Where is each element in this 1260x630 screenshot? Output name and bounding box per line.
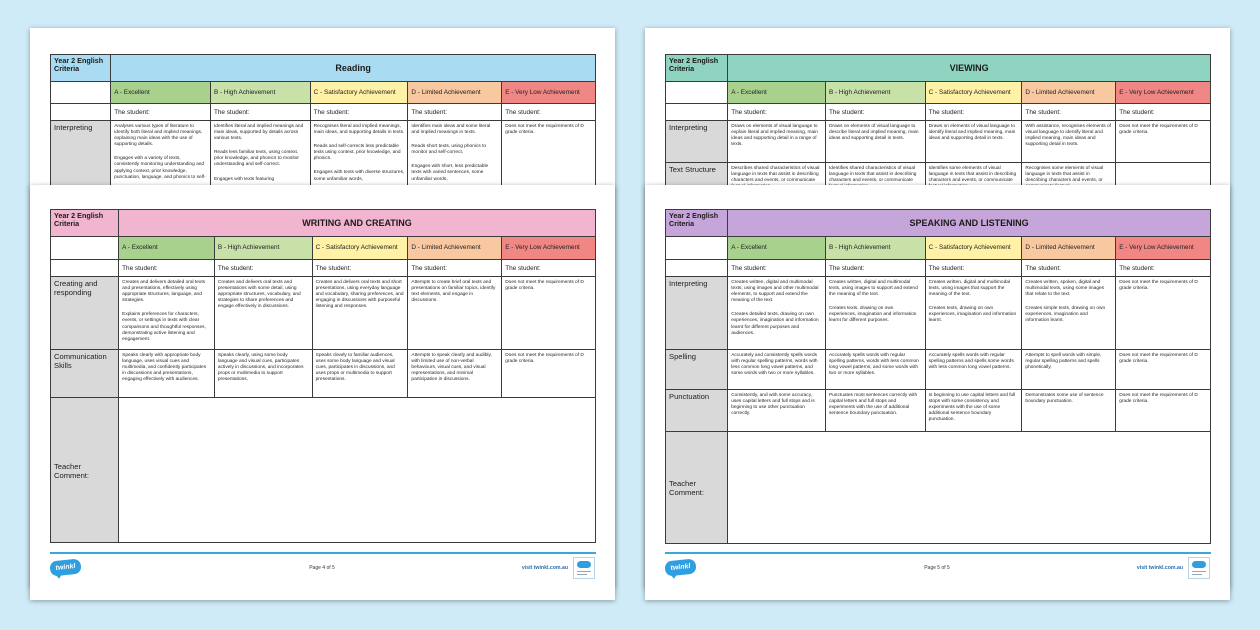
descriptor-text: Creates written, digital and multimodal texts, using images to support and extend the meaning of the text. [828, 280, 918, 298]
descriptor-cell-b [215, 350, 312, 397]
student-label: The student: [926, 104, 1022, 120]
descriptor-cell-e [1116, 121, 1210, 162]
descriptor-text: Creates written, digital and multimodal texts, using images and other multimodal elements, to support and extend the meaning of the text. [731, 280, 819, 304]
grade-heading-a [111, 82, 210, 103]
descriptor-cell-a [728, 277, 825, 349]
descriptor-text: Accurately spells words with regular spelling patterns, words with less common long vowel patterns, and some words with two or more syllables. [828, 353, 919, 377]
descriptor-cell-a [728, 350, 825, 389]
descriptor-text: Does not meet the requirements of D grade criteria. [1119, 393, 1198, 405]
badge-line [577, 574, 587, 575]
twinkl-logo-text: twinkl [670, 562, 691, 573]
descriptor-text: Accurately and consistently spells words with regular spelling patterns, words with less common long vowel patterns, and some words with two or more syllables. [731, 353, 818, 377]
descriptor-cell-b [826, 277, 925, 349]
rubric-title: Reading [111, 55, 595, 81]
grade-heading-label: D - Limited Achievement [1025, 244, 1095, 252]
student-label: The student: [408, 104, 501, 120]
criteria-label: Year 2 English Criteria [51, 210, 118, 236]
descriptor-cell-b [826, 121, 925, 162]
descriptor-cell-c [313, 350, 408, 397]
grade-heading-label: D - Limited Achievement [411, 88, 481, 96]
grade-heading-b [826, 82, 925, 103]
badge-bubble-shape [577, 561, 591, 568]
descriptor-text: Speaks clearly with appropriate body language, uses visual cues and multimedia, and confidently participates in discussions and presentations, engaging effectively with audiences. [122, 353, 207, 383]
grade-heading-c [926, 237, 1022, 259]
student-label: The student: [926, 260, 1022, 276]
descriptor-cell-d [1022, 390, 1115, 431]
student-label: The student: [1022, 260, 1115, 276]
grade-heading-label: A - Excellent [731, 88, 767, 96]
rubric-table [665, 209, 1211, 544]
student-label: The student: [1116, 260, 1210, 276]
descriptor-cell-c [926, 277, 1022, 349]
student-label: The student: [408, 260, 501, 276]
page-number: Page 5 of 5 [924, 565, 950, 571]
grade-heading-e [1116, 237, 1210, 259]
badge-line [1192, 574, 1202, 575]
descriptor-text: Attempts to speak clearly and audibly, with limited use of non-verbal behaviours, visual cues, and visual representations, and minimal participation in discussions. [411, 353, 492, 383]
descriptor-text: Accurately spells words with regular spelling patterns and spells some words with less common long vowel patterns. [928, 353, 1014, 371]
descriptor-cell-e [502, 350, 595, 397]
descriptor-text: Does not meet the requirements of D grade criteria. [1119, 353, 1198, 365]
grade-heading-label: A - Excellent [122, 244, 158, 252]
teacher-comment-area [728, 432, 1210, 543]
descriptor-text: Creates texts, drawing on own experiences, imagination and information learnt for different purposes. [828, 306, 917, 324]
page-speaking-and-listening [645, 185, 1230, 600]
grade-heading-e [502, 82, 595, 103]
descriptor-text: Draws on elements of visual language to explain literal and implied meaning, main ideas and supporting detail in a range of texts. [731, 124, 818, 148]
descriptor-text: Identifies shared characteristics of visual language in texts that assist in describing characters and events, or communicate [828, 166, 917, 184]
descriptor-cell-c [926, 350, 1022, 389]
grade-heading-d [408, 82, 501, 103]
descriptor-cell-e [502, 277, 595, 349]
page-number: Page 4 of 5 [309, 565, 335, 571]
twinkl-badge-icon [1188, 557, 1210, 579]
grade-heading-label: B - High Achievement [213, 88, 276, 96]
descriptor-text: Consistently, and with some accuracy, uses capital letters and full stops and is beginning to use other punctuation correctly. [731, 393, 815, 417]
descriptor-text: Does not meet the requirements of D grade criteria. [505, 124, 584, 136]
grade-heading-label: E - Very Low Achievement [505, 88, 580, 96]
descriptor-text: Creates and delivers oral texts and short presentations, using everyday language and vocabulary, sharing preferences, and engaging in discussions with purposeful listening and responses. [315, 280, 404, 310]
blank-cell [51, 237, 118, 259]
descriptor-text: Describes shared characteristics of visual language in texts that assist in describing characters and events, or communicate [731, 166, 820, 184]
blank-cell [666, 260, 727, 276]
descriptor-cell-c [926, 121, 1022, 162]
rubric-title: SPEAKING AND LISTENING [728, 210, 1210, 236]
descriptor-text: Creates written, digital and multimodal texts, using images that support the meaning of the text. [928, 280, 1010, 298]
descriptor-cell-c [926, 390, 1022, 431]
student-label: The student: [311, 104, 408, 120]
grade-heading-a [728, 237, 825, 259]
grade-heading-label: C - Satisfactory Achievement [928, 244, 1011, 252]
descriptor-text: Creates and delivers oral texts and presentations with some detail, using appropriate structures, vocabulary, and strategies to share preferences and engage effectively in discussions. [217, 280, 301, 310]
student-label: The student: [1022, 104, 1115, 120]
blank-cell [51, 104, 110, 120]
blank-cell [51, 260, 118, 276]
student-label: The student: [826, 104, 925, 120]
descriptor-text: Identifies main ideas and some literal and implied meanings in texts. [411, 124, 491, 136]
student-label: The student: [728, 104, 825, 120]
rubric-title: VIEWING [728, 55, 1210, 81]
descriptor-cell-d [1022, 277, 1115, 349]
grade-heading-d [1022, 82, 1115, 103]
blank-cell [51, 82, 110, 103]
badge-line [1192, 571, 1206, 572]
teacher-comment-label: Teacher Comment: [666, 432, 727, 543]
criteria-label: Year 2 English Criteria [666, 210, 727, 236]
descriptor-cell-b [215, 277, 312, 349]
descriptor-text: Creates and delivers detailed oral texts and presentations, effectively using appropriate structures, language, and strategies. [122, 280, 206, 304]
descriptor-text: Recognises literal and implied meanings, main ideas, and supporting details in texts. [313, 124, 405, 136]
descriptor-text: Engages with a variety of texts, consistently monitoring understanding and applying context, prior knowledge, punctuation, language, and phonics to self- [114, 156, 206, 180]
grade-heading-label: D - Limited Achievement [411, 244, 481, 252]
descriptor-text: Reads and self-corrects less predictable texts using context, prior knowledge, and phonics. [313, 144, 401, 162]
teacher-comment-label: Teacher Comment: [51, 398, 118, 542]
descriptor-cell-d [1022, 121, 1115, 162]
student-label: The student: [502, 260, 595, 276]
twinkl-logo [49, 558, 81, 576]
descriptor-cell-d [408, 350, 501, 397]
descriptor-text: Identifies some elements of visual language in texts that assist in describing characters and events, or communicate [928, 166, 1017, 184]
descriptor-text: Attempts to spell words with simple, regular spelling patterns and spells phonetically. [1025, 353, 1102, 371]
blank-cell [666, 104, 727, 120]
student-label: The student: [1116, 104, 1210, 120]
descriptor-text: Identifies literal and implied meanings and main ideas, supported by details across various texts. [213, 124, 304, 142]
descriptor-text: Does not meet the requirements of D grade criteria. [505, 353, 584, 365]
badge-line [577, 571, 591, 572]
descriptor-cell-a [119, 350, 214, 397]
descriptor-cell-a [728, 121, 825, 162]
student-label: The student: [826, 260, 925, 276]
blank-cell [666, 237, 727, 259]
descriptor-text: Demonstrates some use of sentence boundary punctuation. [1025, 393, 1104, 405]
student-label: The student: [215, 260, 312, 276]
descriptor-text: Speaks clearly, using some body language and visual cues, participates actively in discussions, and incorporates props or multimedia to support presentations. [217, 353, 304, 383]
criterion-label: Communication Skills [51, 350, 118, 397]
grade-heading-label: C - Satisfactory Achievement [313, 88, 396, 96]
grade-heading-label: E - Very Low Achievement [505, 244, 580, 252]
descriptor-text: Speaks clearly to familiar audiences, uses some body language and visual cues, participates in discussions, and uses props or multimedia to support presentations. [315, 353, 395, 383]
descriptor-text: Creates simple texts, drawing on own experiences, imagination and information learnt. [1025, 306, 1106, 324]
criterion-label: Interpreting [666, 277, 727, 349]
descriptor-cell-b [826, 350, 925, 389]
descriptor-text: Analyses various types of literature to identify both literal and implied meanings, explaining main ideas with the use of supporting details. [114, 124, 203, 148]
grade-heading-label: A - Excellent [114, 88, 150, 96]
grade-heading-e [1116, 82, 1210, 103]
grade-heading-c [926, 82, 1022, 103]
student-label: The student: [211, 104, 310, 120]
criterion-label: Text Structure [666, 163, 727, 223]
descriptor-text: Punctuates most sentences correctly with capital letters and full stops and experiments with the use of additional sentence boundary punctuation. [828, 393, 918, 417]
descriptor-text: Does not meet the requirements of D grade criteria. [1119, 280, 1198, 292]
descriptor-text: Attempts to create brief oral texts and presentations on familiar topics, identify text elements, and engage in discussions. [411, 280, 496, 304]
grade-heading-b [211, 82, 310, 103]
descriptor-cell-e [1116, 390, 1210, 431]
descriptor-text: Explains preferences for characters, events, or settings in texts with clear comparisons and thoughtful responses, demonstrating active listening and engagement. [122, 312, 206, 342]
descriptor-cell-c [313, 277, 408, 349]
criterion-label: Interpreting [51, 121, 110, 221]
descriptor-cell-a [119, 277, 214, 349]
descriptor-cell-e [1116, 350, 1210, 389]
descriptor-cell-d [408, 277, 501, 349]
website-url: visit twinkl.com.au [1136, 565, 1183, 571]
descriptor-text: Recognises some elements of visual language in texts that assist in describing characters and events, or [1025, 166, 1104, 184]
footer-divider [50, 552, 596, 554]
student-label: The student: [119, 260, 214, 276]
descriptor-cell-a [728, 390, 825, 431]
student-label: The student: [313, 260, 408, 276]
page-writing-and-creating [30, 185, 615, 600]
student-label: The student: [728, 260, 825, 276]
grade-heading-label: B - High Achievement [828, 88, 891, 96]
descriptor-text: Does not meet the requirements of D grade criteria. [1119, 124, 1198, 136]
badge-bubble-shape [1192, 561, 1206, 568]
criteria-label: Year 2 English Criteria [51, 55, 110, 81]
grade-heading-a [119, 237, 214, 259]
twinkl-logo [664, 558, 696, 576]
criterion-label: Spelling [666, 350, 727, 389]
student-label: The student: [111, 104, 210, 120]
grade-heading-label: C - Satisfactory Achievement [928, 88, 1011, 96]
descriptor-cell-b [826, 390, 925, 431]
descriptor-text: Engages with short, less predictable texts with varied sentences, some unfamiliar words, [411, 164, 489, 182]
footer-divider [665, 552, 1211, 554]
student-label: The student: [502, 104, 595, 120]
twinkl-badge-icon [573, 557, 595, 579]
descriptor-text: Engages with texts with diverse structures, some unfamiliar words, [313, 170, 405, 182]
descriptor-text: Reads short texts, using phonics to monitor and self-correct. [411, 144, 487, 156]
grade-heading-a [728, 82, 825, 103]
descriptor-text: Creates detailed texts, drawing on own experiences, imagination and information learnt for different purposes and audiences. [731, 312, 819, 336]
descriptor-text: Draws on elements of visual language to describe literal and implied meaning, main ideas and supporting detail in texts. [828, 124, 919, 142]
website-url: visit twinkl.com.au [521, 565, 568, 571]
grade-heading-c [313, 237, 408, 259]
rubric-title: WRITING AND CREATING [119, 210, 595, 236]
descriptor-text: Draws on elements of visual language to identify literal and implied meaning, main ideas and supporting detail in texts. [928, 124, 1016, 142]
descriptor-text: Creates written, spoken, digital and multimodal texts, using some images that relate to the text. [1025, 280, 1105, 298]
descriptor-text: Creates texts, drawing on own experiences, imagination and information learnt. [928, 306, 1017, 324]
criterion-label: Interpreting [666, 121, 727, 162]
criterion-label: Creating and responding [51, 277, 118, 349]
descriptor-cell-e [1116, 277, 1210, 349]
grade-heading-d [1022, 237, 1115, 259]
teacher-comment-area [119, 398, 595, 542]
descriptor-text: Engages with texts featuring [213, 176, 275, 182]
grade-heading-label: B - High Achievement [217, 244, 280, 252]
descriptor-text: Does not meet the requirements of D grade criteria. [505, 280, 584, 292]
grade-heading-e [502, 237, 595, 259]
rubric-table [50, 209, 596, 543]
descriptor-text: With assistance, recognises elements of visual language to identify literal and implied meaning, main ideas and supporting detail in texts. [1025, 124, 1112, 148]
grade-heading-label: B - High Achievement [828, 244, 891, 252]
descriptor-cell-d [1022, 350, 1115, 389]
grade-heading-label: E - Very Low Achievement [1119, 244, 1194, 252]
grade-heading-c [311, 82, 408, 103]
grade-heading-b [215, 237, 312, 259]
grade-heading-b [826, 237, 925, 259]
criterion-label: Punctuation [666, 390, 727, 431]
descriptor-text: Reads less familiar texts, using context, prior knowledge, and phonics to monitor understanding and self-correct. [213, 150, 299, 168]
grade-heading-label: E - Very Low Achievement [1119, 88, 1194, 96]
grade-heading-label: D - Limited Achievement [1025, 88, 1095, 96]
twinkl-logo-text: twinkl [55, 562, 76, 573]
descriptor-text: Is beginning to use capital letters and full stops with some consistency and experiments with the use of some additional sentence boundary punctuation. [928, 393, 1016, 423]
blank-cell [666, 82, 727, 103]
grade-heading-label: A - Excellent [731, 244, 767, 252]
criteria-label: Year 2 English Criteria [666, 55, 727, 81]
grade-heading-d [408, 237, 501, 259]
grade-heading-label: C - Satisfactory Achievement [315, 244, 398, 252]
